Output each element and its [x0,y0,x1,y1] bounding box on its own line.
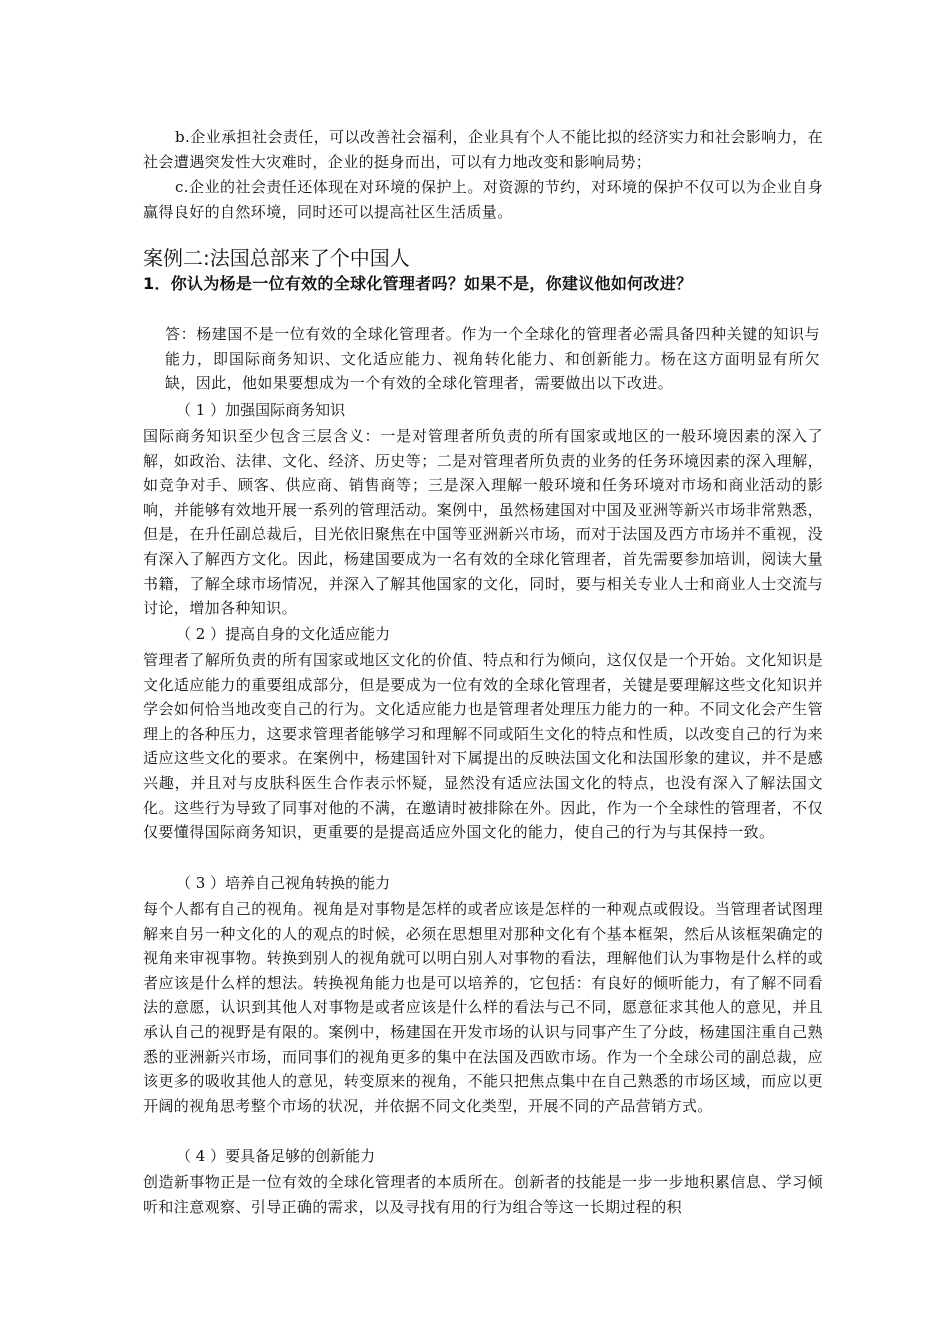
section-body-3: 每个人都有自己的视角。视角是对事物是怎样的或者应该是怎样的一种观点或假设。当管理者试图理解来自另一种文化的人的观点的时候，必须在思想里对那种文化有个基本框架，然后从该框架确定的视角来审视事物。转换到别人的视角就可以明白别人对事物的看法，理解他们认为事物是什么样的或者应该是什么样的想法。转换视角能力也是可以培养的，它包括：有良好的倾听能力，有了解不同看法的意愿，认识到其他人对事物是或者应该是什么样的看法与己不同，愿意征求其他人的意见，并且承认自己的视野是有限的。案例中，杨建国在开发市场的认识与同事产生了分歧，杨建国注重自己熟悉的亚洲新兴市场，而同事们的视角更多的集中在法国及西欧市场。作为一个全球公司的副总裁，应该更多的吸收其他人的意见，转变原来的视角，不能只把焦点集中在自己熟悉的市场区域，而应以更开阔的视角思考整个市场的状况，并依据不同文化类型，开展不同的产品营销方式。 [143,900,823,1115]
answer-intro: 答：杨建国不是一位有效的全球化管理者。作为一个全球化的管理者必需具备四种关键的知识与能力，即国际商务知识、文化适应能力、视角转化能力、和创新能力。杨在这方面明显有所欠缺，因此，他如果要想成为一个有效的全球化管理者，需要做出以下改进。 [165,325,820,393]
case-title: 案例二:法国总部来了个中国人 [143,246,410,270]
section-heading-3: （ 3 ）培养自己视角转换的能力 [176,874,391,892]
section-heading-4: （ 4 ）要具备足够的创新能力 [176,1147,376,1165]
section-body-2: 管理者了解所负责的所有国家或地区文化的价值、特点和行为倾向，这仅仅是一个开始。文化知识是文化适应能力的重要组成部分，但是要成为一位有效的全球化管理者，关键是要理解这些文化知识并学会如何恰当地改变自己的行为。文化适应能力也是管理者处理压力能力的一种。不同文化会产生管理上的各种压力，这要求管理者能够学习和理解不同或陌生文化的特点和性质，以改变自己的行为来适应这些文化的要求。在案例中，杨建国针对下属提出的反映法国文化和法国形象的建议，并不是感兴趣，并且对与皮肤科医生合作表示怀疑，显然没有适应法国文化的特点，也没有深入了解法国文化。这些行为导致了同事对他的不满，在邀请时被排除在外。因此，作为一个全球性的管理者，不仅仅要懂得国际商务知识，更重要的是提高适应外国文化的能力，使自己的行为与其保持一致。 [143,651,823,842]
section-body-4: 创造新事物正是一位有效的全球化管理者的本质所在。创新者的技能是一步一步地积累信息、学习倾听和注意观察、引导正确的需求，以及寻找有用的行为组合等这一长期过程的积 [143,1173,823,1216]
section-heading-2: （ 2 ）提高自身的文化适应能力 [176,625,391,643]
question-1: 1．你认为杨是一位有效的全球化管理者吗？如果不是，你建议他如何改进？ [143,274,693,293]
paragraph-b: b.企业承担社会责任，可以改善社会福利，企业具有个人不能比拟的经济实力和社会影响力，在社会遭遇突发性大灾难时，企业的挺身而出，可以有力地改变和影响局势； [143,128,823,171]
section-body-1: 国际商务知识至少包含三层含义：一是对管理者所负责的所有国家或地区的一般环境因素的深入了解，如政治、法律、文化、经济、历史等；二是对管理者所负责的业务的任务环境因素的深入理解，如竞争对手、顾客、供应商、销售商等；三是深入理解一般环境和任务环境对市场和商业活动的影响，并能够有效地开展一系列的管理活动。案例中，虽然杨建国对中国及亚洲等新兴市场非常熟悉，但是，在升任副总裁后，目光依旧聚焦在中国等亚洲新兴市场，而对于法国及西方市场并不重视，没有深入了解西方文化。因此，杨建国要成为一名有效的全球化管理者，首先需要参加培训，阅读大量书籍，了解全球市场情况，并深入了解其他国家的文化，同时，要与相关专业人士和商业人士交流与讨论，增加各种知识。 [143,427,823,618]
paragraph-c: c.企业的社会责任还体现在对环境的保护上。对资源的节约，对环境的保护不仅可以为企业自身赢得良好的自然环境，同时还可以提高社区生活质量。 [143,178,823,221]
section-heading-1: （ 1 ）加强国际商务知识 [176,401,346,419]
